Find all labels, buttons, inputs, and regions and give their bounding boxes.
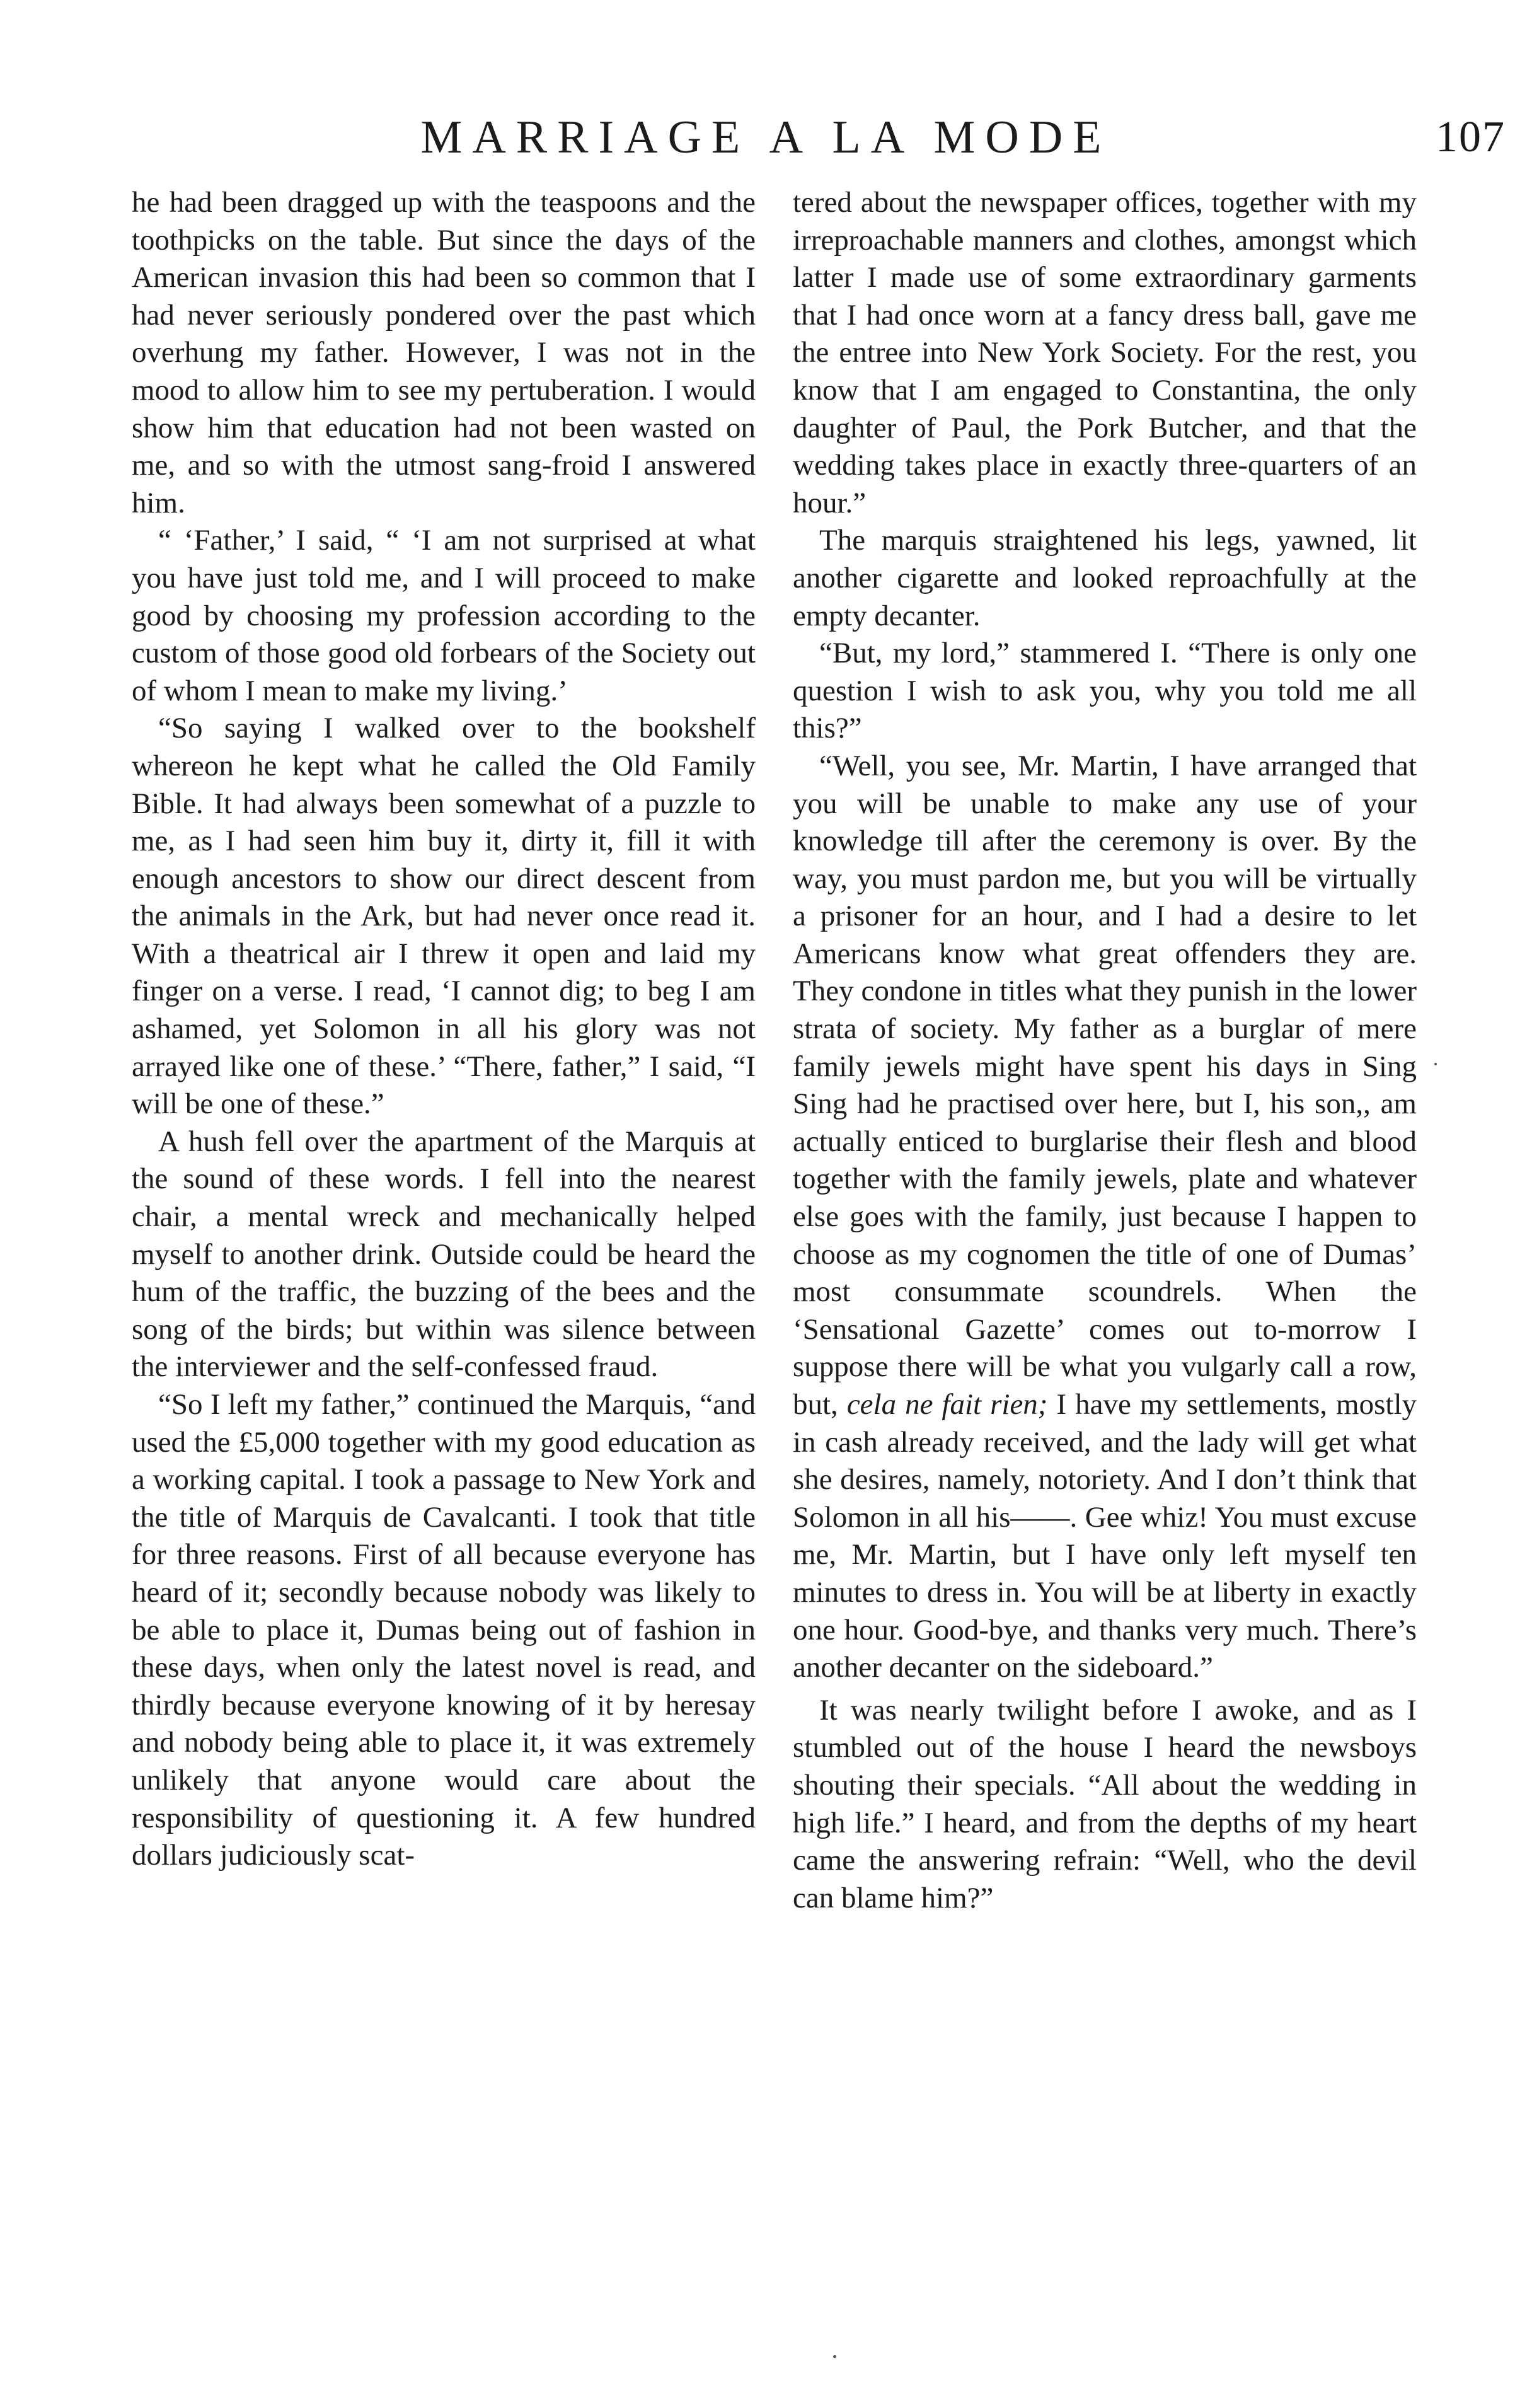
paragraph: The marquis straightened his legs, yawned, lit another cigarette and looked reproachfully at the empty decanter. xyxy=(793,524,1417,632)
paragraph-text: I have my settlements, mostly in cash already received, and the lady will get what she desires, namely, notoriety. And I don’t think that Solomon in all his——. Gee whiz! You must excuse me, Mr. Martin, but I have only left myself ten minutes to dress in. You will be at liberty in exactly one hour. Good-bye, and thanks very much. There’s another decanter on the sideboard.” xyxy=(793,1388,1417,1684)
paragraph: A hush fell over the apartment of the Marquis at the sound of these words. I fell into the nearest chair, a mental wreck and mechanically helped myself to another drink. Outside could be heard the hum of the traffic, the buzzing of the bees and the song of the birds; but within was silence between the interviewer and the self-confessed fraud. xyxy=(132,1125,756,1384)
print-speck xyxy=(1434,1063,1437,1065)
paragraph: “So I left my father,” continued the Marquis, “and used the £5,000 together with my good education as a working capital. I took a passage to New York and the title of Marquis de Cavalcanti. I took that title for three reasons. First of all because everyone has heard of it; secondly because nobody was likely to be able to place it, Dumas being out of fashion in these days, when only the latest novel is read, and thirdly because everyone knowing of it by heresay and nobody being able to place it, it was extremely unlikely that anyone would care about the responsibility of questioning it. A few hundred dollars judiciously scat- xyxy=(132,1388,756,1872)
right-column xyxy=(793,184,1417,1917)
paragraph: tered about the newspaper offices, together with my irreproachable manners and clothes, amongst which latter I made use of some extraordinary garments that I had once worn at a fancy dress ball, gave me the entree into New York Society. For the rest, you know that I am engaged to Constantina, the only daughter of Paul, the Pork Butcher, and that the wedding takes place in exactly three-quarters of an hour.” xyxy=(793,186,1417,519)
paragraph: “But, my lord,” stammered I. “There is only one question I wish to ask you, why you told me all this?” xyxy=(793,637,1417,745)
running-title: MARRIAGE A LA MODE xyxy=(420,112,1112,163)
left-column xyxy=(132,184,756,1875)
paragraph-text: “Well, you see, Mr. Martin, I have arranged that you will be unable to make any use of your knowledge till after the ceremony is over. By the way, you must pardon me, but you will be virtually a prisoner for an hour, and I had a desire to let Americans know what great offenders they are. They condone in titles what they punish in the lower strata of society. My father as a burglar of mere family jewels might have spent his days in Sing Sing had he practised over here, but I, his son,, am actually enticed to burglarise their flesh and blood together with the family jewels, plate and whatever else goes with the family, just because I happen to choose as my cognomen the title of one of Dumas’ most consummate scoundrels. When the ‘Sensational Gazette’ comes out to-morrow I suppose there will be what you vulgarly call a row, but, xyxy=(793,749,1417,1421)
page-header xyxy=(0,106,1532,169)
italic-phrase: cela ne fait rien; xyxy=(846,1388,1048,1421)
print-speck xyxy=(833,2355,836,2358)
paragraph xyxy=(793,748,1417,1687)
paragraph: “So saying I walked over to the bookshelf whereon he kept what he called the Old Family Bible. It had always been somewhat of a puzzle to me, as I had seen him buy it, dirty it, fill it with enough ancestors to show our direct descent from the animals in the Ark, but had never once read it. With a theatrical air I threw it open and laid my finger on a verse. I read, ‘I cannot dig; to beg I am ashamed, yet Solomon in all his glory was not arrayed like one of these.’ “There, father,” I said, “I will be one of these.” xyxy=(132,712,756,1121)
paragraph: It was nearly twilight before I awoke, and as I stumbled out of the house I heard the newsboys shouting their specials. “All about the wedding in high life.” I heard, and from the depths of my heart came the answering refrain: “Well, who the devil can blame him?” xyxy=(793,1693,1417,1914)
paragraph: “ ‘Father,’ I said, “ ‘I am not surprised at what you have just told me, and I will proceed to make good by choosing my profession according to the custom of those good old forbears of the Society out of whom I mean to make my living.’ xyxy=(132,524,756,707)
page-number: 107 xyxy=(1436,113,1506,161)
paragraph: he had been dragged up with the teaspoons and the toothpicks on the table. But since the days of the American invasion this had been so common that I had never seriously pondered over the past which overhung my father. However, I was not in the mood to allow him to see my pertuberation. I would show him that education had not been wasted on me, and so with the utmost sang-froid I answered him. xyxy=(132,186,756,519)
